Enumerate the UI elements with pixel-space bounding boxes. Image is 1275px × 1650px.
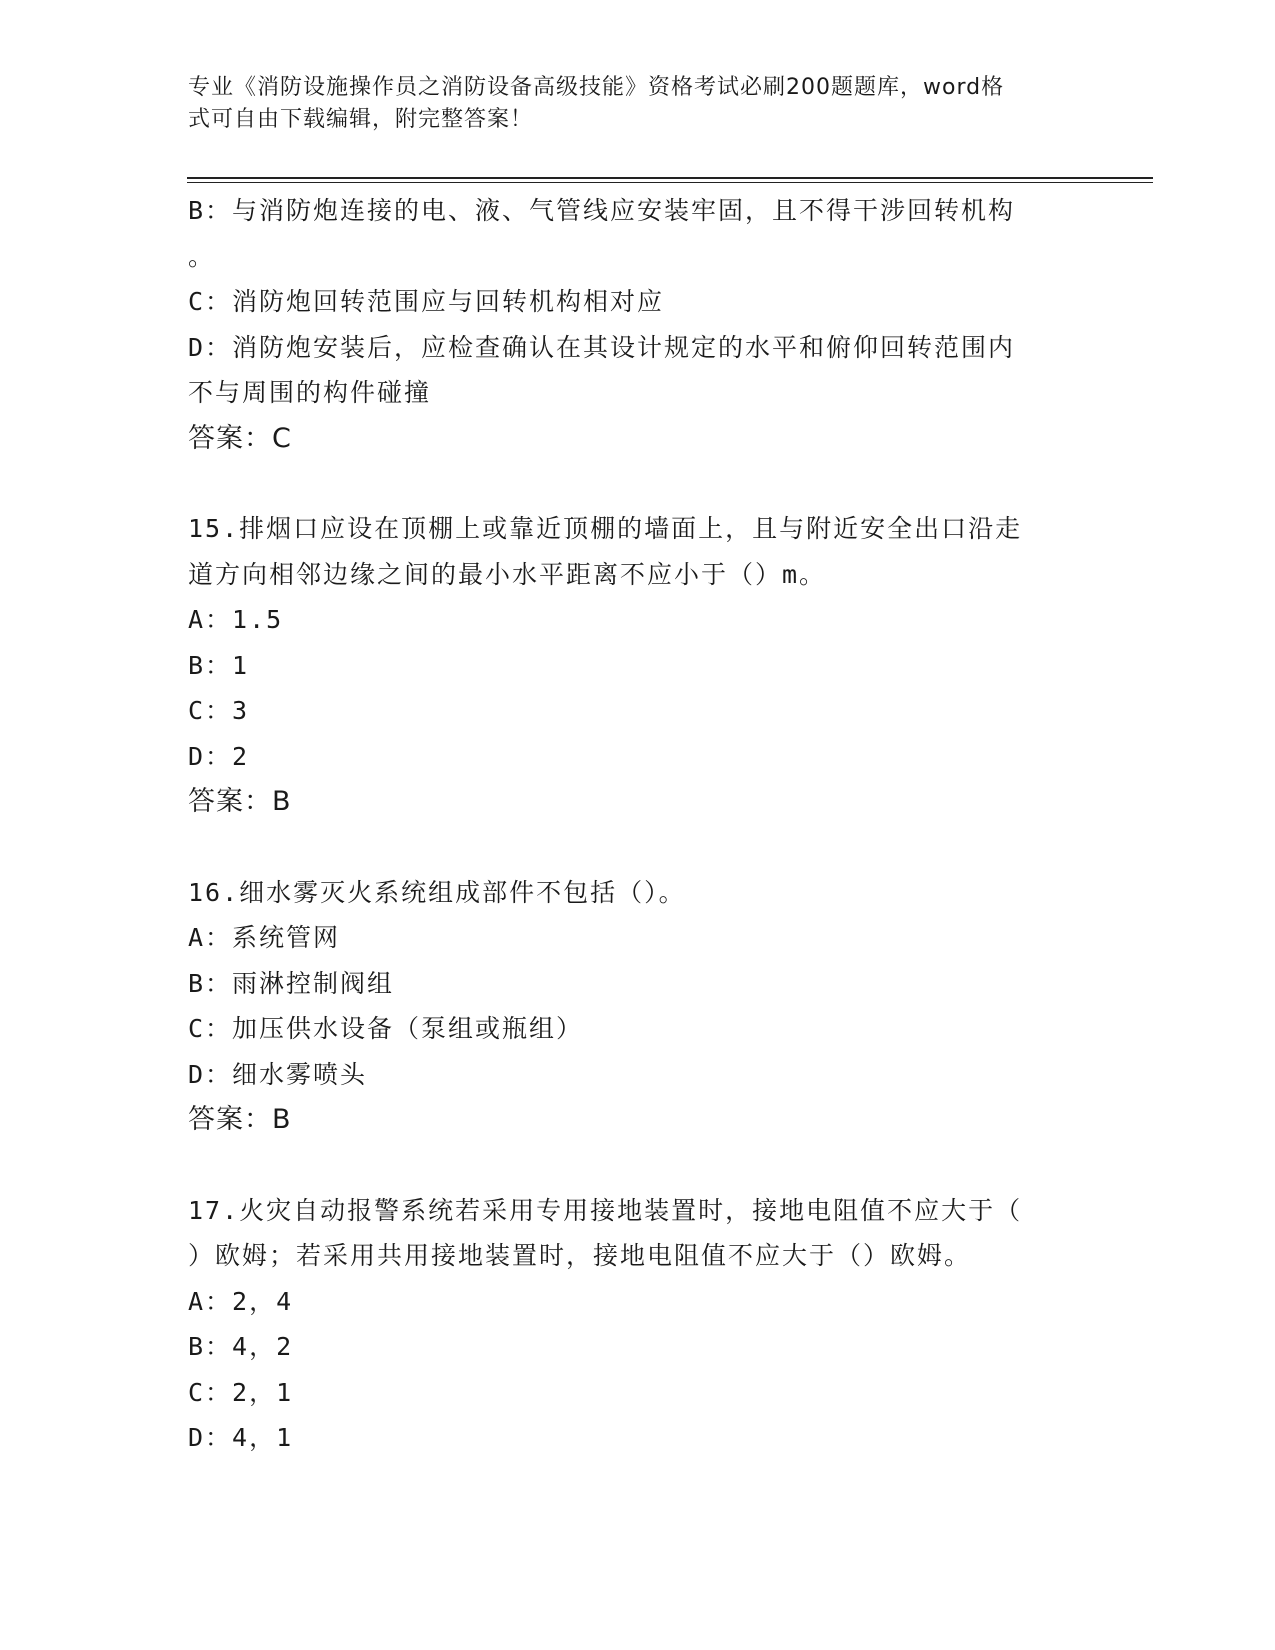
- option-d: D：细水雾喷头: [188, 1059, 368, 1089]
- option-c: C：加压供水设备（泵组或瓶组）: [188, 1014, 584, 1043]
- question-stem: 17.火灾自动报警系统若采用专用接地装置时，接地电阻值不应大于（: [188, 1195, 1023, 1225]
- option-b: B：1: [188, 650, 250, 680]
- header-divider-thick: [187, 177, 1153, 179]
- header-line-2: 式可自由下载编辑，附完整答案！: [188, 107, 534, 132]
- spacer: [188, 1143, 1088, 1188]
- option-b: B：4，2: [188, 1332, 294, 1361]
- question-stem-continued: ）欧姆；若采用共用接地装置时，接地电阻值不应大于（）欧姆。: [188, 1241, 972, 1270]
- option-d: D：2: [188, 741, 250, 771]
- option-a: A：系统管网: [188, 923, 341, 952]
- option-b-continued: 。: [188, 241, 216, 271]
- header-line-1: 专业《消防设施操作员之消防设备高级技能》资格考试必刷200题题库，word格: [188, 75, 1005, 100]
- question-list: [188, 188, 1088, 1461]
- option-c: C：3: [188, 696, 250, 725]
- question-14-continued: [188, 188, 1088, 461]
- option-b: B：雨淋控制阀组: [188, 968, 395, 998]
- answer: 答案：B: [188, 1104, 292, 1135]
- option-d: D：4，1: [188, 1423, 294, 1452]
- option-c: C：2，1: [188, 1377, 294, 1407]
- header-divider-thin: [187, 182, 1153, 183]
- document-header: [188, 72, 1068, 136]
- answer: 答案：C: [188, 422, 292, 454]
- question-17: [188, 1188, 1088, 1461]
- question-stem-continued: 道方向相邻边缘之间的最小水平距离不应小于（）m。: [188, 559, 827, 589]
- option-d-continued: 不与周围的构件碰撞: [188, 378, 432, 407]
- answer: 答案：B: [188, 786, 292, 817]
- option-c: C：消防炮回转范围应与回转机构相对应: [188, 287, 665, 316]
- spacer: [188, 825, 1088, 870]
- spacer: [188, 461, 1088, 506]
- question-15: [188, 506, 1088, 825]
- question-stem: 16.细水雾灭火系统组成部件不包括（）。: [188, 877, 686, 907]
- option-d: D：消防炮安装后，应检查确认在其设计规定的水平和俯仰回转范围内: [188, 332, 1016, 362]
- option-a: A：2，4: [188, 1286, 294, 1316]
- option-a: A：1.5: [188, 605, 284, 634]
- option-b: B：与消防炮连接的电、液、气管线应安装牢固，且不得干涉回转机构: [188, 196, 1016, 225]
- question-16: [188, 870, 1088, 1143]
- question-stem: 15.排烟口应设在顶棚上或靠近顶棚的墙面上，且与附近安全出口沿走: [188, 514, 1023, 543]
